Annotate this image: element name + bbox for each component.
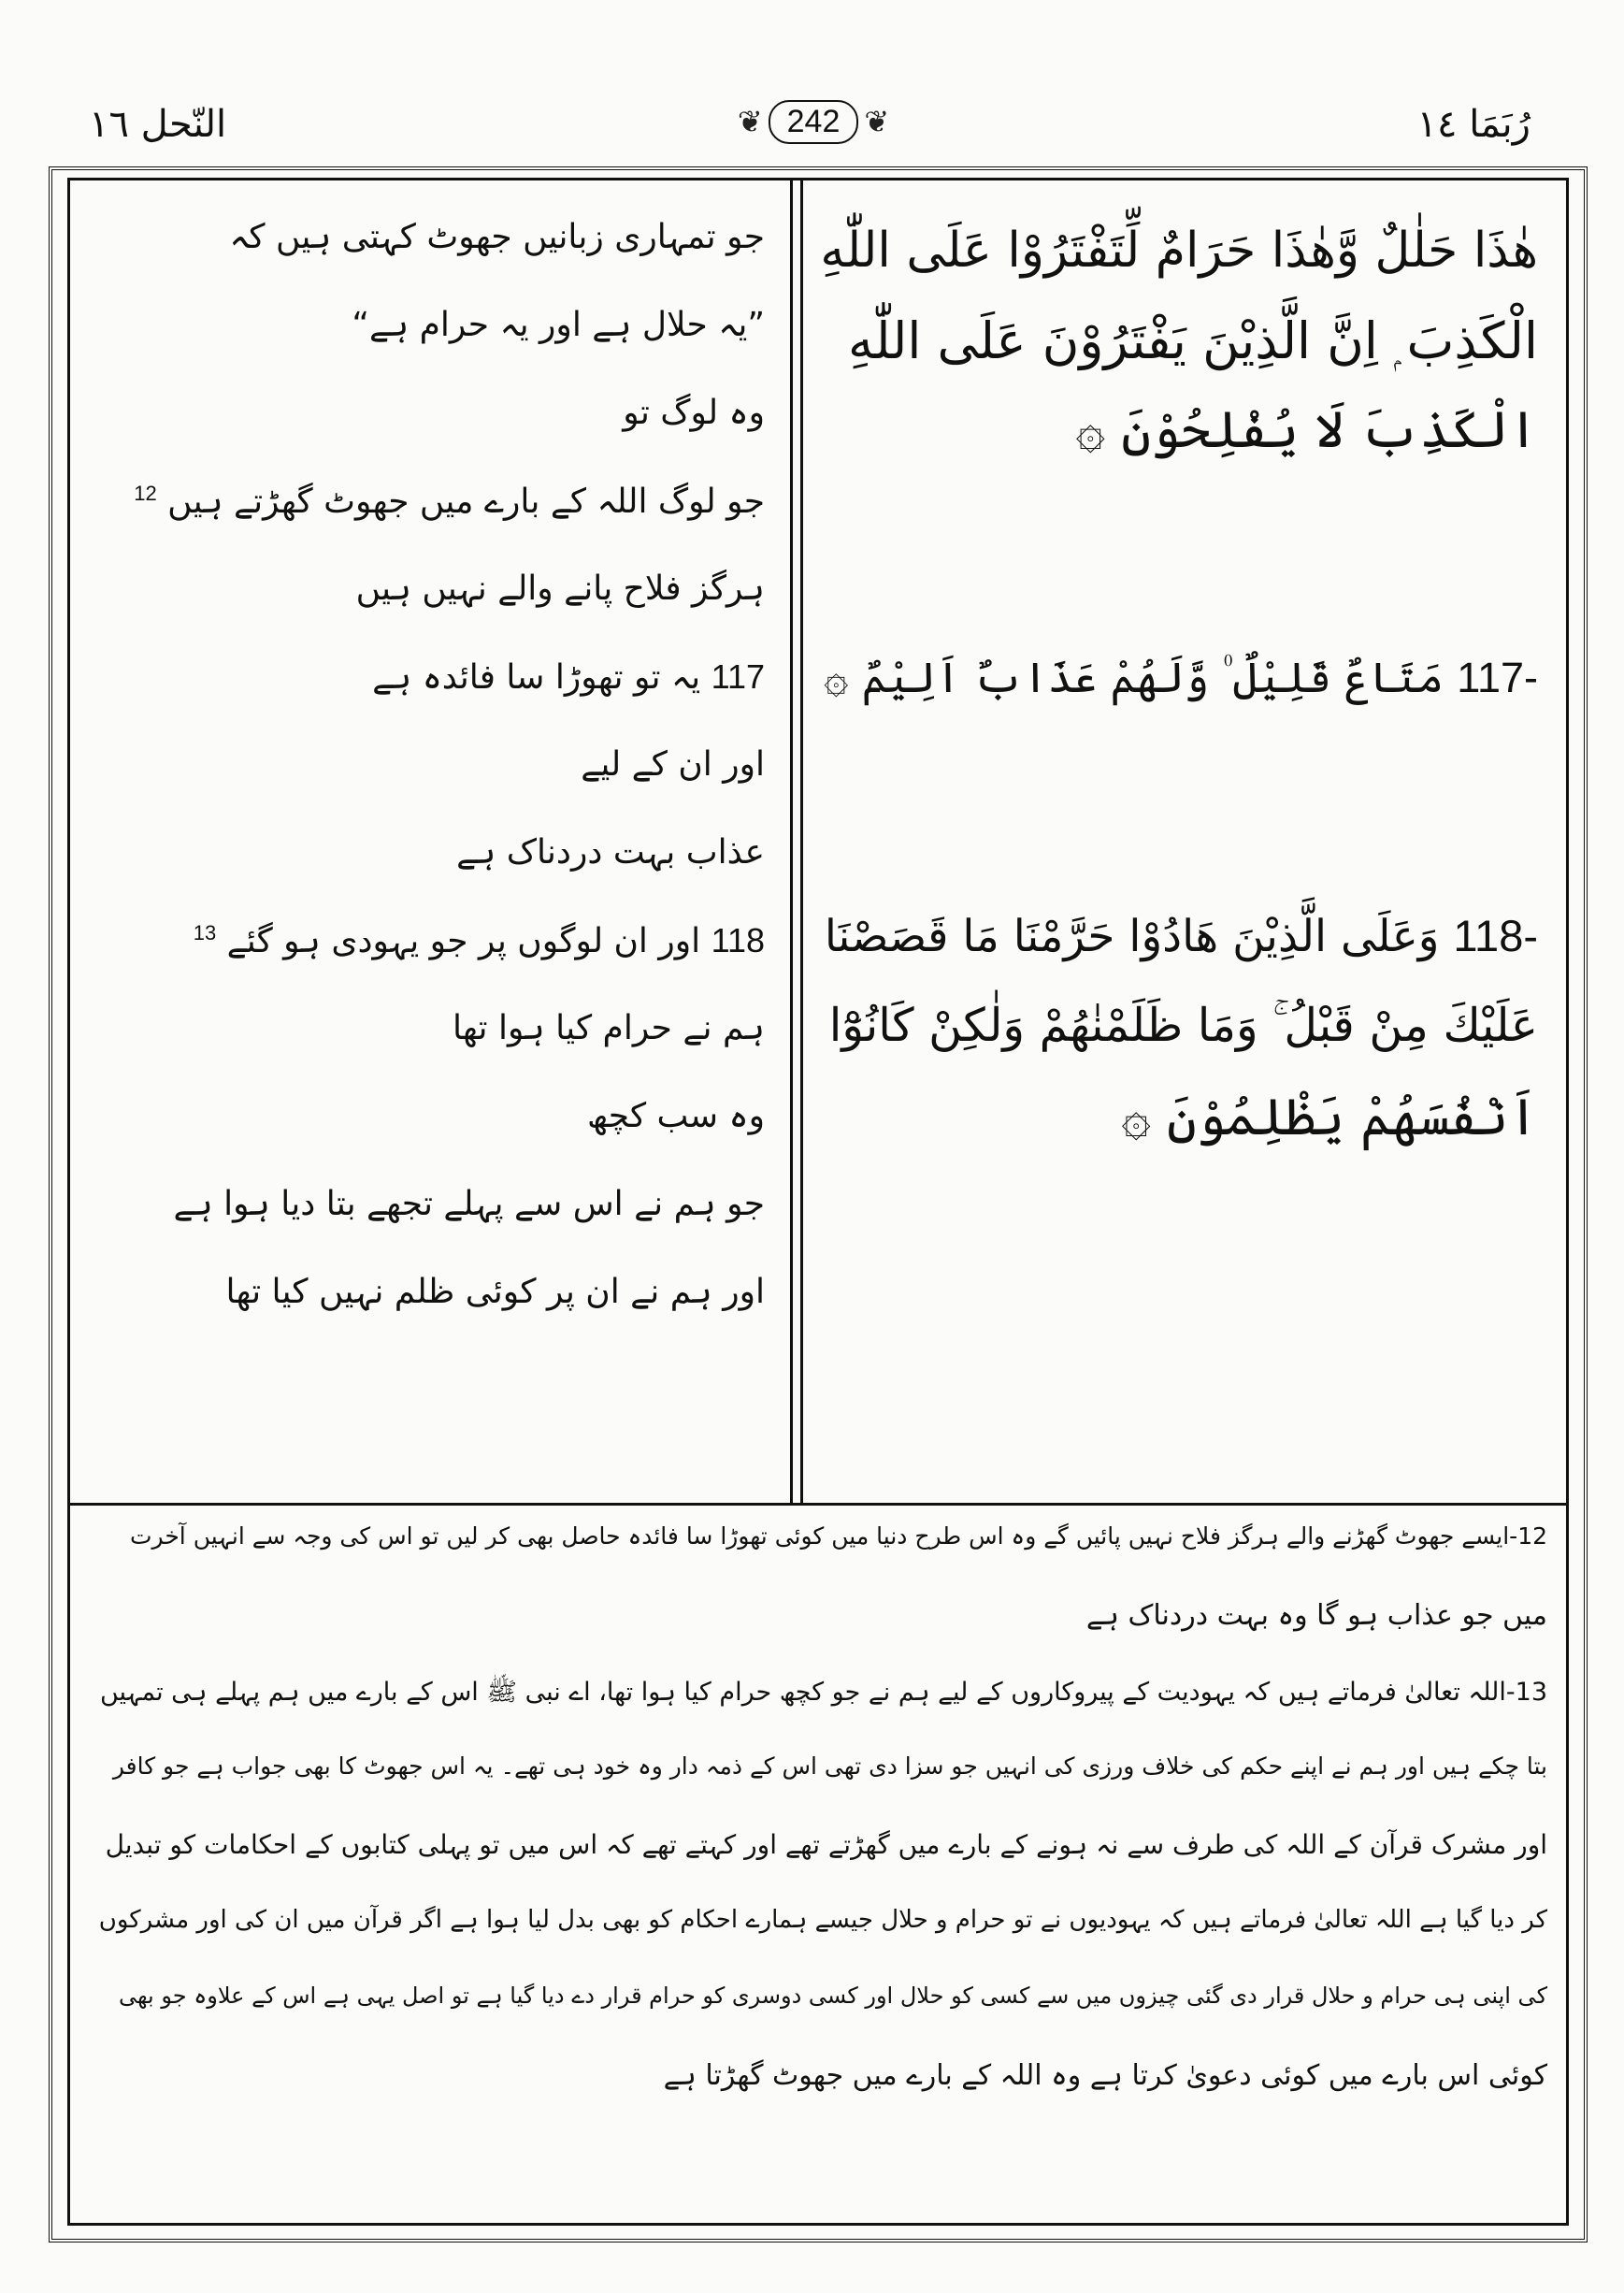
arabic-line-118: 118- وَعَلَى الَّذِيْنَ هَادُوْا حَرَّمْنَا مَا قَصَصْنَا bbox=[824, 911, 1538, 962]
footnote-ref: 12 bbox=[134, 482, 157, 505]
urdu-line: اور ان کے لیے bbox=[581, 745, 765, 784]
surah-title: النّحل ١٦ bbox=[89, 103, 227, 146]
footnote-line: اور مشرک قرآن کے اللہ کی طرف سے نہ ہونے کے بارے میں گھڑتے تھے اور کہتے تھے کہ اس میں تو پہلی کتابوں کے احکامات کو تبدیل bbox=[105, 1829, 1547, 1860]
urdu-line-118: 118 اور ان لوگوں پر جو یہودی ہو گئے $^{13}$ bbox=[193, 921, 765, 960]
verse-number: 117- bbox=[1457, 654, 1538, 701]
footnote-line: کوئی اس بارے میں کوئی دعویٰ کرتا ہے وہ اللہ کے بارے میں جھوٹ گھڑتا ہے bbox=[663, 2059, 1547, 2092]
translation-table bbox=[67, 178, 1569, 1506]
urdu-column bbox=[70, 180, 785, 1503]
arabic-line: الْكَذِبَ لَا يُفْلِحُوْنَ ۞ bbox=[1075, 400, 1538, 459]
urdu-line: وہ سب کچھ bbox=[586, 1097, 765, 1135]
urdu-line: ہرگز فلاح پانے والے نہیں ہیں bbox=[355, 570, 765, 608]
ornament-left-icon: ❦ bbox=[737, 104, 763, 139]
verse-number: 118- bbox=[1453, 911, 1538, 960]
footnote-line: 12-ایسے جھوٹ گھڑنے والے ہرگز فلاح نہیں پائیں گے وہ اس طرح دنیا میں کوئی تھوڑا سا فائدہ حاصل بھی کر لیں تو اس کی وجہ سے انہیں آخرت bbox=[130, 1522, 1547, 1550]
footnote-line: میں جو عذاب ہو گا وہ بہت دردناک ہے bbox=[1085, 1599, 1547, 1632]
column-divider bbox=[790, 180, 803, 1503]
urdu-line: جو تمہاری زبانیں جھوٹ کہتی ہیں کہ bbox=[229, 218, 765, 256]
footnote-line: بتا چکے ہیں اور ہم نے اپنے حکم کی خلاف ورزی کی انہیں جو سزا دی تھی اس کے ذمہ دار وہ خود ہی تھے۔ یہ اس جھوٹ کا بھی جواب ہے جو کافر bbox=[112, 1752, 1547, 1780]
urdu-line: اور ہم نے ان پر کوئی ظلم نہیں کیا تھا bbox=[225, 1273, 765, 1311]
verse-number: 118 bbox=[711, 921, 765, 959]
arabic-line: الْكَذِبَ ۭ اِنَّ الَّذِيْنَ يَفْتَرُوْنَ عَلَى اللّٰهِ bbox=[848, 311, 1538, 370]
footnote-line: کر دیا گیا ہے اللہ تعالیٰ فرماتے ہیں کہ یہودیوں نے تو حرام و حلال جیسے ہمارے احکام کو بھی بدل لیا ہوا ہے اگر قرآن میں ان کی اور مشرکوں bbox=[98, 1906, 1547, 1934]
page-number-cartouche bbox=[711, 94, 916, 150]
page-number: 242 bbox=[769, 100, 859, 144]
arabic-line: هٰذَا حَلٰلٌ وَّهٰذَا حَرَامٌ لِّتَفْتَرُوْا عَلَى اللّٰهِ bbox=[820, 223, 1538, 279]
page-header bbox=[0, 0, 1624, 159]
urdu-line: ”یہ حلال ہے اور یہ حرام ہے“ bbox=[352, 306, 765, 344]
urdu-line: عذاب بہت دردناک ہے bbox=[456, 833, 765, 872]
arabic-line-117: 117- مَتَاعٌ قَلِيْلٌ ۠ وَّلَهُمْ عَذَابٌ اَلِيْمٌ ۞ bbox=[824, 653, 1538, 702]
juz-title: رُبَمَا ١٤ bbox=[1416, 103, 1531, 146]
urdu-line-117: 117 یہ تو تھوڑا سا فائدہ ہے bbox=[372, 657, 765, 697]
urdu-line: ہم نے حرام کیا ہوا تھا bbox=[452, 1009, 765, 1047]
footnotes bbox=[67, 1506, 1569, 2226]
arabic-line: عَلَيْكَ مِنْ قَبْلُ ۚ وَمَا ظَلَمْنٰهُمْ وَلٰكِنْ كَانُوْٓا bbox=[828, 999, 1538, 1052]
urdu-line-with-footnote: جو لوگ اللہ کے بارے میں جھوٹ گھڑتے ہیں $^{12}$ bbox=[134, 482, 765, 521]
urdu-line: وہ لوگ تو bbox=[623, 394, 765, 432]
verse-number: 117 bbox=[711, 657, 765, 696]
ornament-right-icon: ❦ bbox=[864, 104, 890, 139]
footnote-ref: 13 bbox=[193, 921, 217, 945]
arabic-line: اَنْفُسَهُمْ يَظْلِمُوْنَ ۞ bbox=[1121, 1088, 1538, 1146]
arabic-column bbox=[809, 180, 1566, 1503]
urdu-line: جو ہم نے اس سے پہلے تجھے بتا دیا ہوا ہے bbox=[173, 1185, 765, 1223]
footnote-line: کی اپنی ہی حرام و حلال قرار دی گئی چیزوں میں سے کسی کو حلال اور کسی دوسری کو حرام قرار دے دیا گیا ہے تو اصل یہی ہے اس کے علاوہ جو بھی bbox=[118, 1983, 1547, 2009]
footnote-line: 13-اللہ تعالیٰ فرماتے ہیں کہ یہودیت کے پیروکاروں کے لیے ہم نے جو کچھ حرام کیا ہوا تھا، اے نبی ﷺ اس کے بارے میں ہم پہلے ہی تمہیں bbox=[99, 1678, 1547, 1707]
